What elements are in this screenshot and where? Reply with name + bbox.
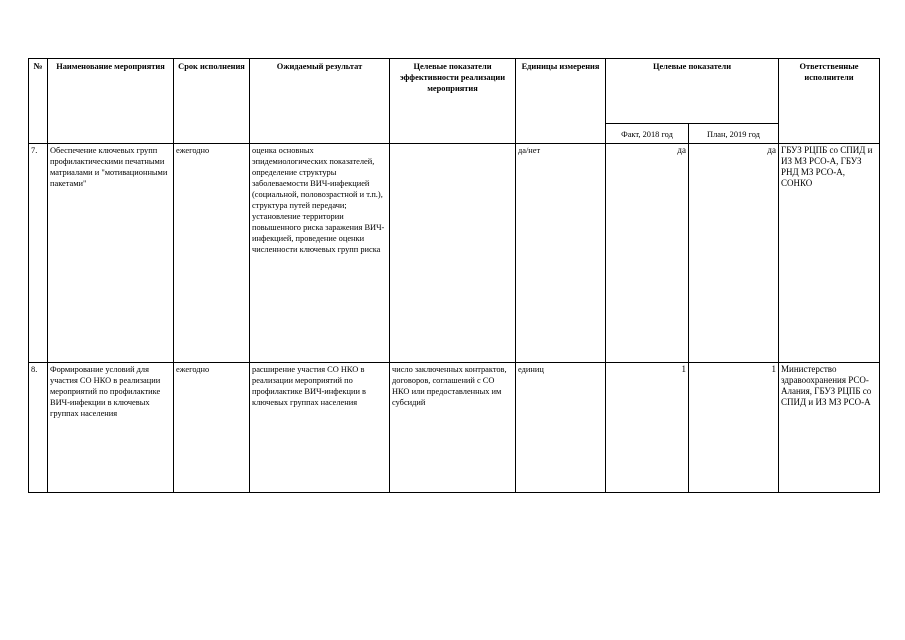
row-plan-value: 1 (689, 363, 779, 493)
row-unit: единиц (516, 363, 606, 493)
header-plan-2019: План, 2019 год (689, 124, 779, 144)
row-activity-name: Обеспечение ключевых групп профилактическими печатными матриалами и "мотивационными пакетами" (48, 144, 174, 363)
row-number: 7. (29, 144, 48, 363)
header-indicators: Целевые показатели эффективности реализации мероприятия (390, 59, 516, 144)
activities-table (28, 58, 880, 493)
row-activity-name: Формирование условий для участия СО НКО в реализации мероприятий по профилактике ВИЧ-инфекции в ключевых группах населения (48, 363, 174, 493)
header-units: Единицы измерения (516, 59, 606, 144)
row-fact-value: да (606, 144, 689, 363)
header-responsible: Ответственные исполнители (779, 59, 880, 144)
table-row (29, 363, 880, 493)
row-indicator (390, 144, 516, 363)
row-expected-result: оценка основных эпидемиологических показателей, определение структуры заболеваемости ВИЧ-инфекцией (социальной, половозрастной и т.п.), структура путей передачи; установление территории повышенного риска заражения ВИЧ-инфекцией, проведение оценки численности ключевых групп риска (250, 144, 390, 363)
table-row (29, 144, 880, 363)
row-unit: да/нет (516, 144, 606, 363)
header-fact-2018: Факт, 2018 год (606, 124, 689, 144)
row-expected-result: расширение участия СО НКО в реализации мероприятий по профилактике ВИЧ-инфекции в ключевых группах населения (250, 363, 390, 493)
row-indicator: число заключенных контрактов, договоров, соглашений с СО НКО или предоставленных им субсидий (390, 363, 516, 493)
row-plan-value: да (689, 144, 779, 363)
row-responsible: Министерство здравоохранения РСО-Алания, ГБУЗ РЦПБ со СПИД и ИЗ МЗ РСО-А (779, 363, 880, 493)
row-fact-value: 1 (606, 363, 689, 493)
header-expected-result: Ожидаемый результат (250, 59, 390, 144)
header-target-values: Целевые показатели (606, 59, 779, 124)
row-term: ежегодно (174, 144, 250, 363)
header-number: № (29, 59, 48, 144)
header-row (29, 59, 880, 124)
header-term: Срок исполнения (174, 59, 250, 144)
row-number: 8. (29, 363, 48, 493)
row-term: ежегодно (174, 363, 250, 493)
header-activity-name: Наименование мероприятия (48, 59, 174, 144)
row-responsible: ГБУЗ РЦПБ со СПИД и ИЗ МЗ РСО-А, ГБУЗ РНД МЗ РСО-А, СОНКО (779, 144, 880, 363)
